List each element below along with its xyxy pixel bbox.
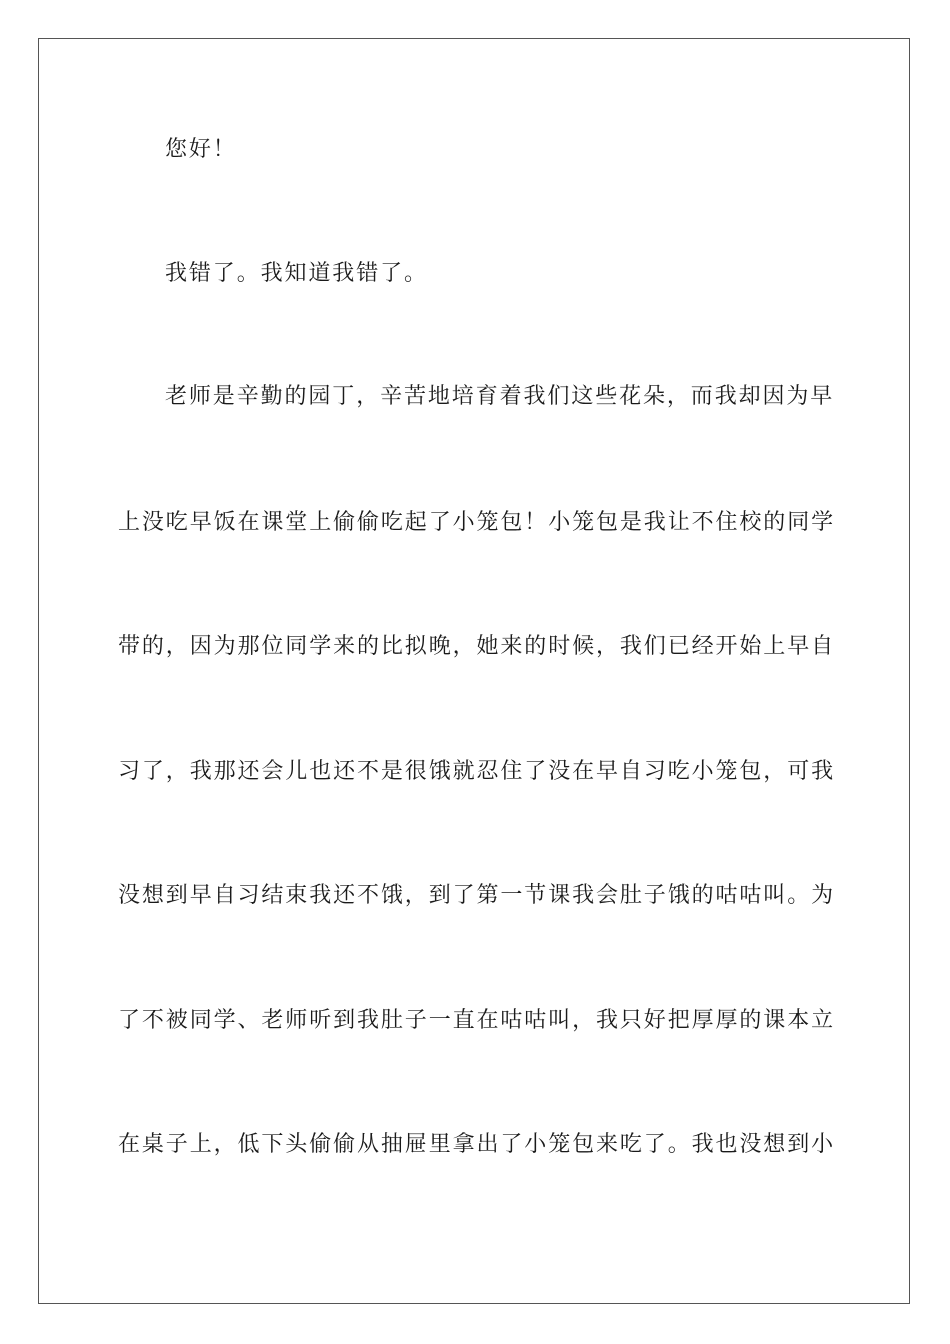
paragraph-line: 上没吃早饭在课堂上偷偷吃起了小笼包！小笼包是我让不住校的同学	[118, 510, 836, 535]
paragraph-line: 我错了。我知道我错了。	[165, 261, 428, 286]
greeting-line: 您好！	[165, 137, 237, 162]
paragraph-line: 在桌子上，低下头偷偷从抽屉里拿出了小笼包来吃了。我也没想到小	[118, 1132, 836, 1157]
paragraph-line: 了不被同学、老师听到我肚子一直在咕咕叫，我只好把厚厚的课本立	[118, 1008, 836, 1033]
paragraph-line: 带的，因为那位同学来的比拟晚，她来的时候，我们已经开始上早自	[118, 634, 836, 659]
paragraph-line: 老师是辛勤的园丁，辛苦地培育着我们这些花朵，而我却因为早	[165, 384, 835, 409]
paragraph-line: 习了，我那还会儿也还不是很饿就忍住了没在早自习吃小笼包，可我	[118, 759, 836, 784]
paragraph-line: 没想到早自习结束我还不饿，到了第一节课我会肚子饿的咕咕叫。为	[118, 883, 836, 908]
page-border	[38, 38, 910, 1304]
